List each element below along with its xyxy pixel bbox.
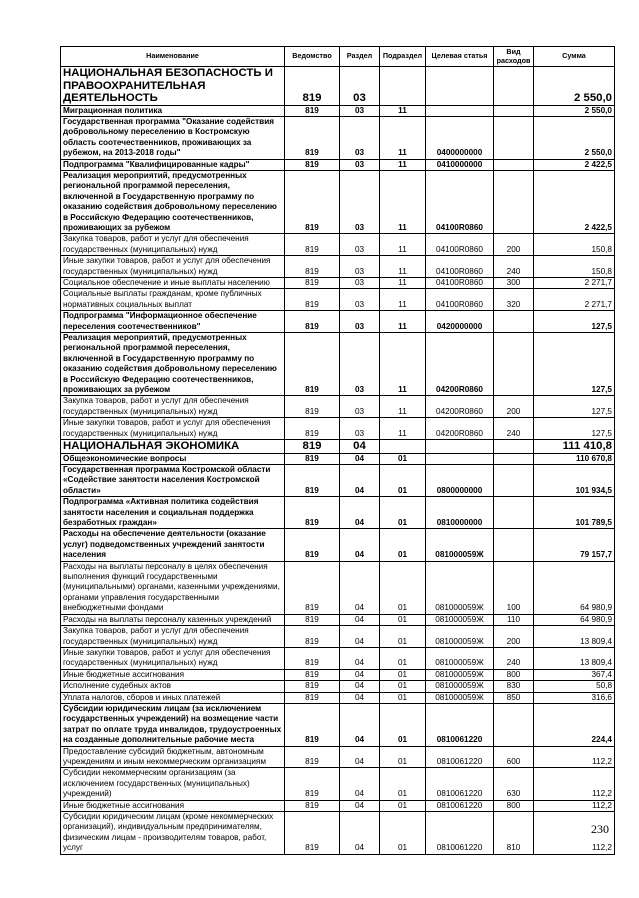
- table-row: [61, 159, 615, 170]
- cell-sum: 79 157,7: [534, 529, 615, 561]
- cell-sum: 110 670,8: [534, 453, 615, 464]
- cell-subsection: [380, 67, 426, 106]
- cell-section: 03: [340, 278, 380, 289]
- cell-section: 03: [340, 234, 380, 256]
- cell-target: 081000059Ж: [426, 681, 494, 692]
- cell-sum: 150,8: [534, 234, 615, 256]
- cell-target: 04200R0860: [426, 333, 494, 396]
- cell-target: 0800000000: [426, 465, 494, 497]
- cell-name: Социальное обеспечение и иные выплаты населению: [61, 278, 285, 289]
- cell-section: 03: [340, 418, 380, 440]
- cell-section: 03: [340, 159, 380, 170]
- table-row: [61, 278, 615, 289]
- cell-dept: 819: [285, 256, 340, 278]
- table-row: [61, 105, 615, 116]
- cell-sum: 2 422,5: [534, 159, 615, 170]
- cell-exp-type: 200: [494, 234, 534, 256]
- cell-name: Закупка товаров, работ и услуг для обеспечения государственных (муниципальных) нужд: [61, 626, 285, 648]
- cell-section: 04: [340, 626, 380, 648]
- table-header-row: [61, 47, 615, 67]
- cell-exp-type: 320: [494, 289, 534, 311]
- cell-dept: 819: [285, 681, 340, 692]
- cell-exp-type: [494, 116, 534, 159]
- cell-subsection: 01: [380, 529, 426, 561]
- cell-subsection: 11: [380, 116, 426, 159]
- cell-sum: 112,2: [534, 768, 615, 800]
- cell-sum: 2 271,7: [534, 278, 615, 289]
- cell-section: 03: [340, 67, 380, 106]
- cell-section: 04: [340, 465, 380, 497]
- table-row: [61, 67, 615, 106]
- cell-dept: 819: [285, 626, 340, 648]
- cell-sum: 101 789,5: [534, 497, 615, 529]
- table-body: [61, 67, 615, 855]
- cell-dept: 819: [285, 333, 340, 396]
- cell-section: 04: [340, 746, 380, 768]
- cell-name: Иные закупки товаров, работ и услуг для обеспечения государственных (муниципальных) нужд: [61, 647, 285, 669]
- cell-section: 04: [340, 692, 380, 703]
- cell-name: Реализация мероприятий, предусмотренных региональной программой переселения, включенной в Государственную программу по оказанию содействия добровольному переселению в Российскую Федерацию соотечественников, проживающих за рубежом: [61, 333, 285, 396]
- table-row: [61, 311, 615, 333]
- cell-section: 04: [340, 681, 380, 692]
- cell-target: 04100R0860: [426, 256, 494, 278]
- cell-section: 03: [340, 396, 380, 418]
- cell-sum: 112,2: [534, 746, 615, 768]
- cell-section: 04: [340, 812, 380, 855]
- cell-sum: 101 934,5: [534, 465, 615, 497]
- cell-name: Предоставление субсидий бюджетным, автономным учреждениям и иным некоммерческим организациям: [61, 746, 285, 768]
- cell-section: 03: [340, 289, 380, 311]
- cell-sum: 224,4: [534, 703, 615, 746]
- cell-exp-type: 240: [494, 256, 534, 278]
- cell-target: 0420000000: [426, 311, 494, 333]
- cell-sum: 2 550,0: [534, 105, 615, 116]
- column-header-exp-type: Вид расходов: [494, 47, 534, 67]
- cell-sum: 2 422,5: [534, 170, 615, 233]
- cell-target: 04200R0860: [426, 396, 494, 418]
- cell-dept: 819: [285, 800, 340, 811]
- table-row: [61, 418, 615, 440]
- cell-exp-type: [494, 453, 534, 464]
- cell-target: 081000059Ж: [426, 561, 494, 614]
- cell-subsection: 01: [380, 614, 426, 625]
- cell-dept: 819: [285, 614, 340, 625]
- cell-exp-type: [494, 333, 534, 396]
- cell-section: 03: [340, 256, 380, 278]
- cell-name: Подпрограмма «Активная политика содействия занятости населения и социальная поддержка безработных граждан»: [61, 497, 285, 529]
- cell-name: Расходы на выплаты персоналу казенных учреждений: [61, 614, 285, 625]
- cell-subsection: 11: [380, 418, 426, 440]
- cell-sum: 64 980,9: [534, 614, 615, 625]
- cell-subsection: 11: [380, 105, 426, 116]
- cell-dept: 819: [285, 170, 340, 233]
- cell-target: 0410000000: [426, 159, 494, 170]
- cell-name: Субсидии юридическим лицам (кроме некоммерческих организаций), индивидуальным предпринимателям, физическим лицам - производителям товаров, работ, услуг: [61, 812, 285, 855]
- budget-table: [60, 46, 615, 855]
- cell-exp-type: [494, 311, 534, 333]
- cell-target: 081000059Ж: [426, 647, 494, 669]
- cell-exp-type: 300: [494, 278, 534, 289]
- cell-name: Исполнение судебных актов: [61, 681, 285, 692]
- cell-dept: 819: [285, 669, 340, 680]
- cell-name: Иные бюджетные ассигнования: [61, 669, 285, 680]
- cell-dept: 819: [285, 529, 340, 561]
- cell-exp-type: 810: [494, 812, 534, 855]
- cell-exp-type: 850: [494, 692, 534, 703]
- cell-name: Субсидии некоммерческим организациям (за исключением государственных (муниципальных) учреждений): [61, 768, 285, 800]
- cell-exp-type: [494, 67, 534, 106]
- cell-name: Подпрограмма "Информационное обеспечение переселения соотечественников": [61, 311, 285, 333]
- cell-name: Иные закупки товаров, работ и услуг для обеспечения государственных (муниципальных) нужд: [61, 256, 285, 278]
- cell-sum: 150,8: [534, 256, 615, 278]
- cell-exp-type: [494, 465, 534, 497]
- table-row: [61, 234, 615, 256]
- cell-exp-type: [494, 529, 534, 561]
- cell-sum: 367,4: [534, 669, 615, 680]
- cell-name: Иные закупки товаров, работ и услуг для обеспечения государственных (муниципальных) нужд: [61, 418, 285, 440]
- cell-name: Государственная программа "Оказание содействия добровольному переселению в Костромскую область соотечественников, проживающих за рубежом, на 2013-2018 годы": [61, 116, 285, 159]
- cell-section: 04: [340, 647, 380, 669]
- column-header-subsection: Подраздел: [380, 47, 426, 67]
- column-header-section: Раздел: [340, 47, 380, 67]
- cell-dept: 819: [285, 561, 340, 614]
- table-row: [61, 256, 615, 278]
- cell-name: Уплата налогов, сборов и иных платежей: [61, 692, 285, 703]
- cell-target: 0400000000: [426, 116, 494, 159]
- table-row: [61, 289, 615, 311]
- page-number: 230: [591, 822, 609, 836]
- table-row: [61, 440, 615, 454]
- cell-subsection: 01: [380, 453, 426, 464]
- cell-name: Субсидии юридическим лицам (за исключением государственных учреждений) на возмещение части затрат по оплате труда инвалидов, трудоустроенных на созданные дополнительные рабочие места: [61, 703, 285, 746]
- cell-sum: 13 809,4: [534, 647, 615, 669]
- cell-subsection: 01: [380, 669, 426, 680]
- table-row: [61, 703, 615, 746]
- table-row: [61, 626, 615, 648]
- cell-section: 04: [340, 768, 380, 800]
- cell-dept: 819: [285, 746, 340, 768]
- cell-dept: 819: [285, 105, 340, 116]
- cell-subsection: 01: [380, 703, 426, 746]
- cell-name: Социальные выплаты гражданам, кроме публичных нормативных социальных выплат: [61, 289, 285, 311]
- cell-dept: 819: [285, 289, 340, 311]
- cell-target: [426, 453, 494, 464]
- cell-name: Подпрограмма "Квалифицированные кадры": [61, 159, 285, 170]
- cell-target: 081000059Ж: [426, 529, 494, 561]
- cell-exp-type: 800: [494, 669, 534, 680]
- cell-exp-type: 240: [494, 647, 534, 669]
- cell-name: Закупка товаров, работ и услуг для обеспечения государственных (муниципальных) нужд: [61, 234, 285, 256]
- table-row: [61, 692, 615, 703]
- cell-target: 081000059Ж: [426, 692, 494, 703]
- cell-subsection: 11: [380, 289, 426, 311]
- cell-target: 0810061220: [426, 768, 494, 800]
- cell-dept: 819: [285, 692, 340, 703]
- cell-section: 04: [340, 497, 380, 529]
- cell-sum: 127,5: [534, 396, 615, 418]
- cell-target: 081000059Ж: [426, 614, 494, 625]
- table-row: [61, 465, 615, 497]
- cell-sum: 111 410,8: [534, 440, 615, 454]
- cell-section: 04: [340, 440, 380, 454]
- cell-subsection: 01: [380, 812, 426, 855]
- cell-section: 04: [340, 561, 380, 614]
- cell-subsection: 11: [380, 278, 426, 289]
- cell-target: 0810000000: [426, 497, 494, 529]
- cell-section: 04: [340, 800, 380, 811]
- cell-section: 03: [340, 311, 380, 333]
- cell-subsection: 01: [380, 800, 426, 811]
- cell-section: 04: [340, 614, 380, 625]
- table-row: [61, 453, 615, 464]
- cell-target: 0810061220: [426, 800, 494, 811]
- cell-dept: 819: [285, 647, 340, 669]
- cell-name: Расходы на обеспечение деятельности (оказание услуг) подведомственных учреждений занятости населения: [61, 529, 285, 561]
- cell-subsection: 11: [380, 311, 426, 333]
- table-row: [61, 800, 615, 811]
- table-row: [61, 529, 615, 561]
- cell-section: 03: [340, 170, 380, 233]
- cell-subsection: [380, 440, 426, 454]
- cell-dept: 819: [285, 116, 340, 159]
- column-header-target: Целевая статья: [426, 47, 494, 67]
- cell-sum: 50,8: [534, 681, 615, 692]
- column-header-dept: Ведомство: [285, 47, 340, 67]
- cell-dept: 819: [285, 703, 340, 746]
- cell-sum: 64 980,9: [534, 561, 615, 614]
- cell-exp-type: [494, 440, 534, 454]
- cell-name: НАЦИОНАЛЬНАЯ БЕЗОПАСНОСТЬ И ПРАВООХРАНИТЕЛЬНАЯ ДЕЯТЕЛЬНОСТЬ: [61, 67, 285, 106]
- cell-name: НАЦИОНАЛЬНАЯ ЭКОНОМИКА: [61, 440, 285, 454]
- cell-subsection: 11: [380, 396, 426, 418]
- table-row: [61, 116, 615, 159]
- cell-section: 04: [340, 669, 380, 680]
- cell-section: 04: [340, 703, 380, 746]
- table-row: [61, 746, 615, 768]
- cell-dept: 819: [285, 465, 340, 497]
- cell-subsection: 01: [380, 746, 426, 768]
- cell-target: 04200R0860: [426, 418, 494, 440]
- cell-sum: 127,5: [534, 311, 615, 333]
- cell-target: 0810061220: [426, 746, 494, 768]
- table-row: [61, 681, 615, 692]
- cell-subsection: 01: [380, 681, 426, 692]
- cell-name: Общеэкономические вопросы: [61, 453, 285, 464]
- cell-name: Государственная программа Костромской области «Содействие занятости населения Костромской области»: [61, 465, 285, 497]
- cell-exp-type: 100: [494, 561, 534, 614]
- cell-sum: 112,2: [534, 812, 615, 855]
- cell-target: 04100R0860: [426, 170, 494, 233]
- cell-subsection: 01: [380, 647, 426, 669]
- cell-exp-type: [494, 703, 534, 746]
- cell-subsection: 11: [380, 256, 426, 278]
- cell-exp-type: 200: [494, 626, 534, 648]
- cell-sum: 127,5: [534, 418, 615, 440]
- cell-section: 04: [340, 453, 380, 464]
- cell-dept: 819: [285, 234, 340, 256]
- cell-target: [426, 440, 494, 454]
- table-row: [61, 497, 615, 529]
- cell-subsection: 01: [380, 768, 426, 800]
- cell-exp-type: 200: [494, 396, 534, 418]
- cell-dept: 819: [285, 768, 340, 800]
- cell-sum: 2 271,7: [534, 289, 615, 311]
- cell-section: 03: [340, 116, 380, 159]
- cell-target: 04100R0860: [426, 234, 494, 256]
- column-header-name: Наименование: [61, 47, 285, 67]
- cell-section: 04: [340, 529, 380, 561]
- cell-subsection: 01: [380, 465, 426, 497]
- cell-subsection: 11: [380, 333, 426, 396]
- table-row: [61, 561, 615, 614]
- table-row: [61, 768, 615, 800]
- cell-exp-type: 240: [494, 418, 534, 440]
- cell-sum: 112,2: [534, 800, 615, 811]
- cell-target: 081000059Ж: [426, 669, 494, 680]
- cell-subsection: 01: [380, 692, 426, 703]
- cell-target: [426, 67, 494, 106]
- cell-name: Расходы на выплаты персоналу в целях обеспечения выполнения функций государственными (муниципальными) органами, казенными учреждениями, органами управления государственными внебюджетными фондами: [61, 561, 285, 614]
- cell-sum: 316,6: [534, 692, 615, 703]
- cell-exp-type: 630: [494, 768, 534, 800]
- cell-dept: 819: [285, 453, 340, 464]
- cell-target: 081000059Ж: [426, 626, 494, 648]
- cell-dept: 819: [285, 812, 340, 855]
- cell-name: Миграционная политика: [61, 105, 285, 116]
- cell-section: 03: [340, 105, 380, 116]
- cell-exp-type: [494, 105, 534, 116]
- cell-sum: 2 550,0: [534, 67, 615, 106]
- table-row: [61, 669, 615, 680]
- table-row: [61, 396, 615, 418]
- cell-name: Иные бюджетные ассигнования: [61, 800, 285, 811]
- cell-sum: 13 809,4: [534, 626, 615, 648]
- cell-name: Закупка товаров, работ и услуг для обеспечения государственных (муниципальных) нужд: [61, 396, 285, 418]
- cell-subsection: 11: [380, 159, 426, 170]
- table-row: [61, 170, 615, 233]
- cell-target: [426, 105, 494, 116]
- table-row: [61, 614, 615, 625]
- cell-subsection: 01: [380, 626, 426, 648]
- cell-exp-type: 800: [494, 800, 534, 811]
- cell-subsection: 01: [380, 497, 426, 529]
- column-header-sum: Сумма: [534, 47, 615, 67]
- table-row: [61, 647, 615, 669]
- table-row: [61, 812, 615, 855]
- cell-dept: 819: [285, 497, 340, 529]
- table-row: [61, 333, 615, 396]
- cell-dept: 819: [285, 440, 340, 454]
- cell-exp-type: 600: [494, 746, 534, 768]
- cell-exp-type: [494, 159, 534, 170]
- cell-target: 04100R0860: [426, 289, 494, 311]
- cell-subsection: 11: [380, 234, 426, 256]
- cell-dept: 819: [285, 311, 340, 333]
- cell-exp-type: [494, 497, 534, 529]
- cell-sum: 2 550,0: [534, 116, 615, 159]
- cell-subsection: 11: [380, 170, 426, 233]
- cell-target: 0810061220: [426, 703, 494, 746]
- cell-dept: 819: [285, 159, 340, 170]
- cell-target: 0810061220: [426, 812, 494, 855]
- cell-target: 04100R0860: [426, 278, 494, 289]
- cell-dept: 819: [285, 278, 340, 289]
- cell-subsection: 01: [380, 561, 426, 614]
- cell-dept: 819: [285, 418, 340, 440]
- cell-exp-type: 110: [494, 614, 534, 625]
- cell-exp-type: [494, 170, 534, 233]
- cell-section: 03: [340, 333, 380, 396]
- cell-dept: 819: [285, 67, 340, 106]
- cell-dept: 819: [285, 396, 340, 418]
- cell-name: Реализация мероприятий, предусмотренных региональной программой переселения, включенной в Государственную программу по оказанию содействия добровольному переселению в Российскую Федерацию соотечественников, проживающих за рубежом: [61, 170, 285, 233]
- cell-sum: 127,5: [534, 333, 615, 396]
- cell-exp-type: 830: [494, 681, 534, 692]
